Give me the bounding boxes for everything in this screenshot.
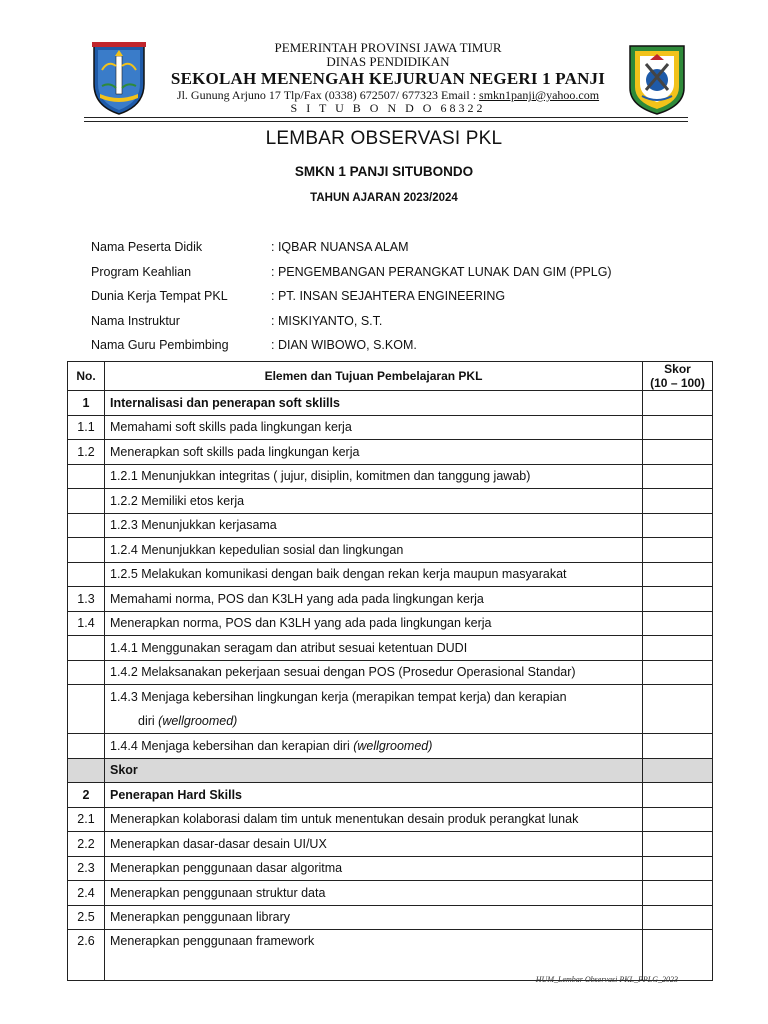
document-title: LEMBAR OBSERVASI PKL	[265, 128, 503, 149]
identity-value: : DIAN WIBOWO, S.KOM.	[271, 338, 417, 352]
row-text: 1.4.2 Melaksanakan pekerjaan sesuai dengan POS (Prosedur Operasional Standar)	[105, 660, 643, 685]
row-text: Menerapkan penggunaan dasar algoritma	[105, 856, 643, 881]
table-row	[68, 415, 713, 440]
address-text: Jl. Gunung Arjuno 17 Tlp/Fax (0338) 672507/ 677323 Email :	[176, 88, 480, 102]
row-no	[68, 513, 105, 538]
score-cell[interactable]	[643, 881, 713, 906]
identity-label: Nama Instruktur	[91, 313, 180, 328]
score-cell[interactable]	[643, 391, 713, 416]
row-no	[68, 464, 105, 489]
identity-value: : MISKIYANTO, S.T.	[271, 313, 383, 328]
score-cell[interactable]	[643, 856, 713, 881]
score-cell[interactable]	[643, 783, 713, 808]
table-row	[68, 807, 713, 832]
table-row	[68, 905, 713, 930]
identity-label: Nama Guru Pembimbing	[91, 338, 229, 352]
table-row	[68, 489, 713, 514]
row-text: Memahami norma, POS dan K3LH yang ada pada lingkungan kerja	[105, 587, 643, 612]
row-text-line2-italic: (wellgroomed)	[158, 714, 238, 728]
row-text	[105, 734, 643, 759]
header-rule-thin	[84, 121, 688, 122]
score-cell[interactable]	[643, 562, 713, 587]
observation-table	[67, 361, 713, 981]
row-text-plain: 1.4.4 Menjaga kebersihan dan kerapian diri	[110, 738, 354, 753]
row-no	[68, 562, 105, 587]
header-score-range: (10 – 100)	[650, 376, 705, 390]
table-row	[68, 636, 713, 661]
header-score	[643, 362, 713, 391]
row-text-italic: (wellgroomed)	[353, 738, 433, 753]
document-subtitle: SMKN 1 PANJI SITUBONDO	[294, 164, 474, 179]
row-no: 2.2	[68, 832, 105, 857]
row-no: 1.3	[68, 587, 105, 612]
table-row	[68, 611, 713, 636]
table-row	[68, 660, 713, 685]
row-no: 2.6	[68, 930, 105, 981]
row-no: 1.4	[68, 611, 105, 636]
score-cell[interactable]	[643, 440, 713, 465]
row-text: 1.2.5 Melakukan komunikasi dengan baik dengan rekan kerja maupun masyarakat	[105, 562, 643, 587]
row-text: Memahami soft skills pada lingkungan kerja	[105, 415, 643, 440]
identity-value: : PT. INSAN SEJAHTERA ENGINEERING	[271, 289, 506, 303]
score-cell[interactable]	[643, 905, 713, 930]
table-row	[68, 538, 713, 563]
score-cell[interactable]	[643, 930, 713, 981]
score-cell[interactable]	[643, 538, 713, 563]
score-cell[interactable]	[643, 611, 713, 636]
row-text: 1.2.1 Menunjukkan integritas ( jujur, disiplin, komitmen dan tanggung jawab)	[105, 464, 643, 489]
row-text: Menerapkan norma, POS dan K3LH yang ada pada lingkungan kerja	[105, 611, 643, 636]
table-header-row	[68, 362, 713, 391]
identity-label: Program Keahlian	[91, 264, 192, 279]
table-row	[68, 513, 713, 538]
row-no: 2.1	[68, 807, 105, 832]
row-no	[68, 489, 105, 514]
row-text: Menerapkan kolaborasi dalam tim untuk menentukan desain produk perangkat lunak	[105, 807, 643, 832]
row-text: 1.2.2 Memiliki etos kerja	[105, 489, 643, 514]
score-cell[interactable]	[643, 832, 713, 857]
table-row	[68, 440, 713, 465]
row-no	[68, 758, 105, 783]
row-text: 1.2.4 Menunjukkan kepedulian sosial dan lingkungan	[105, 538, 643, 563]
score-cell[interactable]	[643, 636, 713, 661]
score-subtotal-row	[68, 758, 713, 783]
identity-label: Nama Peserta Didik	[91, 240, 203, 254]
identity-label: Dunia Kerja Tempat PKL	[91, 289, 228, 303]
school-city: S I T U B O N D O 68322	[290, 101, 486, 115]
row-no	[68, 538, 105, 563]
table-row	[68, 464, 713, 489]
row-no: 2.5	[68, 905, 105, 930]
table-row	[68, 832, 713, 857]
school-name: SEKOLAH MENENGAH KEJURUAN NEGERI 1 PANJI	[170, 69, 606, 88]
table-row	[68, 685, 713, 734]
row-no	[68, 734, 105, 759]
row-text: 1.2.3 Menunjukkan kerjasama	[105, 513, 643, 538]
table-row	[68, 587, 713, 612]
table-row	[68, 562, 713, 587]
row-text: Menerapkan penggunaan library	[105, 905, 643, 930]
table-row	[68, 391, 713, 416]
situbondo-logo	[626, 42, 688, 116]
row-no: 2.3	[68, 856, 105, 881]
academic-year: TAHUN AJARAN 2023/2024	[310, 192, 458, 204]
footer-note: HUM_Lembar Observasi PKL_PPLG_2023	[535, 975, 678, 984]
department-name: DINAS PENDIDIKAN	[326, 54, 450, 69]
score-cell[interactable]	[643, 464, 713, 489]
score-cell[interactable]	[643, 587, 713, 612]
row-no: 2.4	[68, 881, 105, 906]
row-text: Menerapkan dasar-dasar desain UI/UX	[105, 832, 643, 857]
score-cell[interactable]	[643, 807, 713, 832]
row-text: Skor	[105, 758, 643, 783]
row-text: 1.4.1 Menggunakan seragam dan atribut sesuai ketentuan DUDI	[105, 636, 643, 661]
score-cell[interactable]	[643, 489, 713, 514]
row-no: 1	[68, 391, 105, 416]
score-cell[interactable]	[643, 685, 713, 734]
table-row	[68, 881, 713, 906]
row-text: Menerapkan penggunaan framework	[105, 930, 643, 981]
table-row	[68, 856, 713, 881]
row-text-line2-plain: diri	[138, 714, 159, 728]
table-row	[68, 930, 713, 981]
score-cell[interactable]	[643, 415, 713, 440]
header-score-label: Skor	[664, 362, 691, 376]
row-text: Penerapan Hard Skills	[105, 783, 643, 808]
row-text-line1: 1.4.3 Menjaga kebersihan lingkungan kerja (merapikan tempat kerja) dan kerapian	[110, 690, 567, 704]
table-row	[68, 783, 713, 808]
identity-value: : PENGEMBANGAN PERANGKAT LUNAK DAN GIM (PPLG)	[271, 264, 612, 279]
header-rule-thick	[84, 117, 688, 118]
header-no: No.	[68, 362, 105, 391]
row-no: 1.2	[68, 440, 105, 465]
row-no: 1.1	[68, 415, 105, 440]
row-text: Menerapkan penggunaan struktur data	[105, 881, 643, 906]
score-cell[interactable]	[643, 513, 713, 538]
identity-value: : IQBAR NUANSA ALAM	[271, 240, 409, 254]
row-text-line2	[110, 709, 637, 733]
row-no	[68, 660, 105, 685]
score-cell[interactable]	[643, 734, 713, 759]
letterhead	[150, 41, 626, 115]
row-text: Internalisasi dan penerapan soft sklills	[105, 391, 643, 416]
header-element: Elemen dan Tujuan Pembelajaran PKL	[105, 362, 643, 391]
row-text: Menerapkan soft skills pada lingkungan kerja	[105, 440, 643, 465]
government-name: PEMERINTAH PROVINSI JAWA TIMUR	[274, 40, 502, 55]
table-row	[68, 734, 713, 759]
row-no: 2	[68, 783, 105, 808]
row-no	[68, 636, 105, 661]
row-no	[68, 685, 105, 734]
score-cell[interactable]	[643, 758, 713, 783]
email-link[interactable]: smkn1panji@yahoo.com	[479, 88, 600, 102]
jawa-timur-logo	[88, 40, 150, 116]
score-cell[interactable]	[643, 660, 713, 685]
row-text	[105, 685, 643, 734]
